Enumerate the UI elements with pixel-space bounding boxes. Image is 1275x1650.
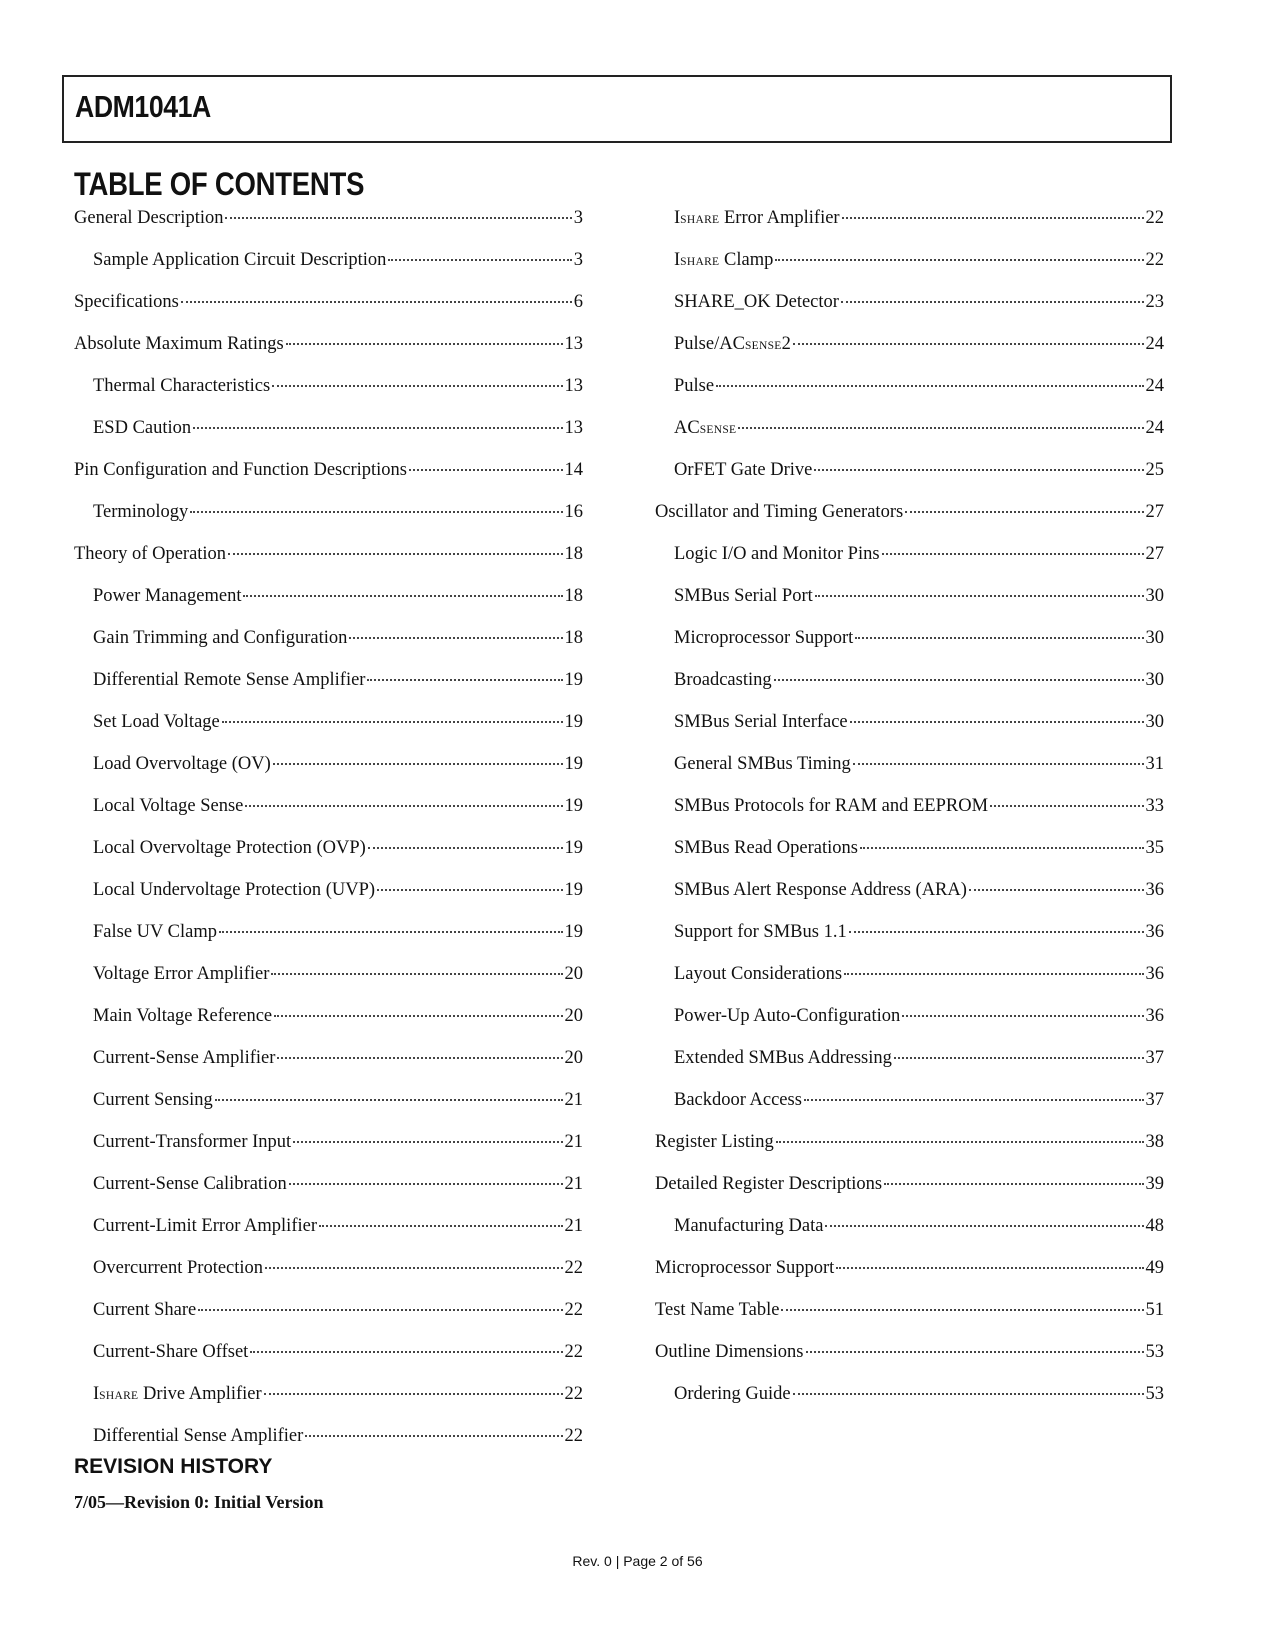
toc-entry-page: 22 bbox=[564, 1384, 583, 1404]
toc-right-column bbox=[655, 208, 1164, 1426]
toc-entry-title: Current-Transformer Input bbox=[93, 1132, 292, 1152]
toc-entry-page: 13 bbox=[564, 376, 583, 396]
toc-entry-title-rest: Drive Amplifier bbox=[138, 1384, 262, 1404]
toc-entry-page: 30 bbox=[1145, 712, 1164, 732]
toc-entry-page: 21 bbox=[564, 1216, 583, 1236]
toc-dot-leader bbox=[716, 385, 1143, 387]
toc-dot-leader bbox=[319, 1225, 563, 1227]
toc-dot-leader bbox=[286, 343, 563, 345]
toc-entry[interactable] bbox=[655, 418, 1164, 460]
toc-entry[interactable] bbox=[74, 1174, 583, 1216]
toc-entry-page: 3 bbox=[573, 250, 583, 270]
toc-entry-page: 19 bbox=[564, 712, 583, 732]
toc-dot-leader bbox=[853, 763, 1144, 765]
toc-entry-title bbox=[93, 1384, 262, 1405]
toc-entry[interactable] bbox=[655, 1216, 1164, 1258]
toc-entry-page: 31 bbox=[1145, 754, 1164, 774]
toc-entry-page: 22 bbox=[564, 1342, 583, 1362]
toc-dot-leader bbox=[243, 595, 562, 597]
toc-entry-title: ESD Caution bbox=[93, 418, 192, 438]
toc-dot-leader bbox=[775, 259, 1143, 261]
toc-entry-page: 35 bbox=[1145, 838, 1164, 858]
header-box bbox=[62, 75, 1172, 143]
toc-entry-page: 22 bbox=[564, 1426, 583, 1446]
toc-entry[interactable] bbox=[655, 292, 1164, 334]
toc-entry[interactable] bbox=[655, 544, 1164, 586]
toc-entry-page: 27 bbox=[1145, 502, 1164, 522]
document-title: ADM1041A bbox=[75, 89, 211, 124]
toc-entry-page: 19 bbox=[564, 754, 583, 774]
toc-entry[interactable] bbox=[655, 964, 1164, 1006]
toc-entry[interactable] bbox=[74, 250, 583, 292]
toc-entry-page: 37 bbox=[1145, 1090, 1164, 1110]
toc-entry-title: Absolute Maximum Ratings bbox=[74, 334, 284, 354]
toc-entry-title: General Description bbox=[74, 208, 224, 228]
toc-entry-page: 20 bbox=[564, 1048, 583, 1068]
toc-entry-title: Support for SMBus 1.1 bbox=[674, 922, 847, 942]
toc-entry-page: 21 bbox=[564, 1090, 583, 1110]
toc-entry[interactable] bbox=[74, 922, 583, 964]
toc-entry-page: 3 bbox=[573, 208, 583, 228]
toc-dot-leader bbox=[377, 889, 562, 891]
toc-entry-title: Current-Share Offset bbox=[93, 1342, 249, 1362]
toc-entry-title-main: I bbox=[674, 250, 681, 270]
toc-entry-title: Microprocessor Support bbox=[655, 1258, 835, 1278]
toc-dot-leader bbox=[277, 1057, 562, 1059]
toc-heading: TABLE OF CONTENTS bbox=[74, 166, 365, 202]
toc-entry-page: 19 bbox=[564, 922, 583, 942]
toc-dot-leader bbox=[305, 1435, 562, 1437]
toc-entry[interactable] bbox=[74, 712, 583, 754]
toc-dot-leader bbox=[368, 847, 563, 849]
toc-entry[interactable] bbox=[74, 1216, 583, 1258]
toc-entry-page: 24 bbox=[1145, 376, 1164, 396]
toc-entry-title: Oscillator and Timing Generators bbox=[655, 502, 904, 522]
toc-entry-title: Extended SMBus Addressing bbox=[674, 1048, 892, 1068]
toc-entry-title: Overcurrent Protection bbox=[93, 1258, 264, 1278]
toc-dot-leader bbox=[990, 805, 1143, 807]
toc-dot-leader bbox=[825, 1225, 1143, 1227]
toc-entry[interactable] bbox=[74, 628, 583, 670]
toc-entry-title bbox=[674, 250, 773, 271]
toc-entry[interactable] bbox=[74, 586, 583, 628]
toc-entry-title: Terminology bbox=[93, 502, 189, 522]
toc-dot-leader bbox=[814, 469, 1143, 471]
toc-entry[interactable] bbox=[74, 964, 583, 1006]
toc-entry-title: SHARE_OK Detector bbox=[674, 292, 839, 312]
toc-entry-title: SMBus Read Operations bbox=[674, 838, 858, 858]
toc-entry-page: 24 bbox=[1145, 334, 1164, 354]
toc-entry-page: 6 bbox=[573, 292, 583, 312]
toc-dot-leader bbox=[222, 721, 563, 723]
toc-entry[interactable] bbox=[74, 670, 583, 712]
toc-entry-title: Set Load Voltage bbox=[93, 712, 220, 732]
toc-entry-page: 13 bbox=[564, 334, 583, 354]
toc-entry-page: 38 bbox=[1145, 1132, 1164, 1152]
toc-entry-title: SMBus Serial Port bbox=[674, 586, 813, 606]
toc-entry-title: Theory of Operation bbox=[74, 544, 227, 564]
toc-dot-leader bbox=[190, 511, 562, 513]
toc-dot-leader bbox=[273, 763, 563, 765]
toc-entry-title-main: AC bbox=[674, 418, 700, 438]
toc-entry-title: OrFET Gate Drive bbox=[674, 460, 813, 480]
toc-entry-title: Current Sensing bbox=[93, 1090, 213, 1110]
toc-entry[interactable] bbox=[655, 334, 1164, 376]
toc-entry-title: Local Overvoltage Protection (OVP) bbox=[93, 838, 366, 858]
toc-entry[interactable] bbox=[74, 796, 583, 838]
toc-entry[interactable] bbox=[655, 880, 1164, 922]
toc-dot-leader bbox=[882, 553, 1144, 555]
toc-entry[interactable] bbox=[655, 754, 1164, 796]
toc-dot-leader bbox=[815, 595, 1144, 597]
toc-entry[interactable] bbox=[74, 544, 583, 586]
toc-entry-title: Local Voltage Sense bbox=[93, 796, 244, 816]
toc-entry-title: General SMBus Timing bbox=[674, 754, 851, 774]
toc-entry[interactable] bbox=[655, 838, 1164, 880]
revision-history-heading: REVISION HISTORY bbox=[74, 1455, 273, 1478]
toc-entry-title-subscript: SENSE bbox=[699, 424, 737, 436]
toc-entry-title: Register Listing bbox=[655, 1132, 774, 1152]
toc-dot-leader bbox=[774, 679, 1144, 681]
toc-entry-title: Current Share bbox=[93, 1300, 197, 1320]
toc-entry[interactable] bbox=[655, 670, 1164, 712]
toc-entry-page: 53 bbox=[1145, 1342, 1164, 1362]
toc-entry-title: Power Management bbox=[93, 586, 242, 606]
page-footer: Rev. 0 | Page 2 of 56 bbox=[572, 1553, 703, 1569]
toc-dot-leader bbox=[781, 1309, 1143, 1311]
toc-dot-leader bbox=[193, 427, 562, 429]
toc-entry-page: 39 bbox=[1145, 1174, 1164, 1194]
revision-entry: 7/05—Revision 0: Initial Version bbox=[74, 1492, 324, 1512]
toc-entry[interactable] bbox=[655, 712, 1164, 754]
toc-entry-title: Broadcasting bbox=[674, 670, 772, 690]
toc-entry-page: 13 bbox=[564, 418, 583, 438]
toc-entry-page: 27 bbox=[1145, 544, 1164, 564]
toc-entry-title bbox=[674, 334, 791, 355]
toc-entry-title: Voltage Error Amplifier bbox=[93, 964, 270, 984]
toc-entry[interactable] bbox=[655, 250, 1164, 292]
toc-entry[interactable] bbox=[74, 1300, 583, 1342]
toc-dot-leader bbox=[289, 1183, 563, 1185]
toc-entry-title: Thermal Characteristics bbox=[93, 376, 271, 396]
toc-entry[interactable] bbox=[655, 1258, 1164, 1300]
toc-entry[interactable] bbox=[655, 460, 1164, 502]
toc-entry-page: 30 bbox=[1145, 670, 1164, 690]
toc-dot-leader bbox=[902, 1015, 1143, 1017]
toc-entry[interactable] bbox=[655, 1342, 1164, 1384]
toc-entry-page: 21 bbox=[564, 1174, 583, 1194]
toc-entry-page: 14 bbox=[564, 460, 583, 480]
toc-entry-title-main: I bbox=[674, 208, 681, 228]
toc-entry-title: Manufacturing Data bbox=[674, 1216, 824, 1236]
toc-entry-page: 22 bbox=[1145, 250, 1164, 270]
toc-dot-leader bbox=[228, 553, 562, 555]
toc-dot-leader bbox=[905, 511, 1143, 513]
toc-dot-leader bbox=[215, 1099, 563, 1101]
toc-entry[interactable] bbox=[655, 922, 1164, 964]
toc-entry-title: SMBus Serial Interface bbox=[674, 712, 848, 732]
toc-entry[interactable] bbox=[655, 628, 1164, 670]
toc-entry-title: Outline Dimensions bbox=[655, 1342, 804, 1362]
toc-entry-page: 37 bbox=[1145, 1048, 1164, 1068]
toc-entry-page: 36 bbox=[1145, 964, 1164, 984]
toc-entry-page: 18 bbox=[564, 628, 583, 648]
toc-entry[interactable] bbox=[74, 1090, 583, 1132]
toc-entry-title: Logic I/O and Monitor Pins bbox=[674, 544, 880, 564]
toc-dot-leader bbox=[264, 1393, 563, 1395]
toc-entry[interactable] bbox=[655, 208, 1164, 250]
toc-entry-title: SMBus Alert Response Address (ARA) bbox=[674, 880, 967, 900]
toc-entry-title: Detailed Register Descriptions bbox=[655, 1174, 883, 1194]
toc-dot-leader bbox=[272, 385, 562, 387]
toc-entry-page: 22 bbox=[564, 1300, 583, 1320]
toc-dot-leader bbox=[844, 973, 1143, 975]
toc-dot-leader bbox=[804, 1099, 1144, 1101]
toc-entry[interactable] bbox=[74, 208, 583, 250]
toc-entry-title: Layout Considerations bbox=[674, 964, 843, 984]
toc-entry-title bbox=[674, 208, 840, 229]
toc-entry-page: 18 bbox=[564, 544, 583, 564]
toc-dot-leader bbox=[388, 259, 571, 261]
toc-entry-page: 16 bbox=[564, 502, 583, 522]
toc-entry-title: Differential Remote Sense Amplifier bbox=[93, 670, 366, 690]
toc-entry[interactable] bbox=[655, 796, 1164, 838]
toc-entry-page: 18 bbox=[564, 586, 583, 606]
toc-entry-title: Backdoor Access bbox=[674, 1090, 802, 1110]
toc-dot-leader bbox=[841, 301, 1144, 303]
toc-dot-leader bbox=[274, 1015, 562, 1017]
toc-dot-leader bbox=[367, 679, 562, 681]
toc-dot-leader bbox=[793, 343, 1144, 345]
toc-left-column bbox=[74, 208, 583, 1468]
toc-entry-title: Specifications bbox=[74, 292, 179, 312]
toc-entry-page: 33 bbox=[1145, 796, 1164, 816]
toc-entry-page: 21 bbox=[564, 1132, 583, 1152]
toc-entry[interactable] bbox=[74, 754, 583, 796]
toc-entry[interactable] bbox=[74, 880, 583, 922]
toc-entry-title-main: I bbox=[93, 1384, 100, 1404]
toc-entry-page: 36 bbox=[1145, 1006, 1164, 1026]
toc-dot-leader bbox=[738, 427, 1143, 429]
toc-entry-title-rest: Error Amplifier bbox=[719, 208, 840, 228]
toc-entry-title: Microprocessor Support bbox=[674, 628, 854, 648]
toc-dot-leader bbox=[293, 1141, 562, 1143]
toc-entry[interactable] bbox=[655, 1048, 1164, 1090]
toc-entry-page: 22 bbox=[1145, 208, 1164, 228]
toc-dot-leader bbox=[860, 847, 1144, 849]
toc-entry[interactable] bbox=[655, 1384, 1164, 1426]
toc-entry-title: Main Voltage Reference bbox=[93, 1006, 273, 1026]
toc-entry[interactable] bbox=[74, 1258, 583, 1300]
toc-dot-leader bbox=[776, 1141, 1144, 1143]
toc-entry-title: Load Overvoltage (OV) bbox=[93, 754, 271, 774]
toc-entry[interactable] bbox=[655, 1006, 1164, 1048]
toc-dot-leader bbox=[245, 805, 562, 807]
toc-entry-title-subscript: SHARE bbox=[680, 214, 720, 226]
toc-dot-leader bbox=[850, 721, 1144, 723]
toc-entry[interactable] bbox=[655, 502, 1164, 544]
toc-dot-leader bbox=[349, 637, 562, 639]
toc-entry-title: Pulse bbox=[674, 376, 715, 396]
toc-entry-title-main: Pulse/AC bbox=[674, 334, 745, 354]
toc-entry[interactable] bbox=[74, 502, 583, 544]
toc-entry-page: 48 bbox=[1145, 1216, 1164, 1236]
toc-entry-page: 19 bbox=[564, 838, 583, 858]
toc-dot-leader bbox=[836, 1267, 1143, 1269]
toc-entry-page: 24 bbox=[1145, 418, 1164, 438]
toc-entry[interactable] bbox=[74, 334, 583, 376]
toc-entry[interactable] bbox=[74, 418, 583, 460]
toc-dot-leader bbox=[198, 1309, 562, 1311]
toc-dot-leader bbox=[250, 1351, 562, 1353]
toc-entry[interactable] bbox=[655, 1090, 1164, 1132]
toc-entry-title: Ordering Guide bbox=[674, 1384, 791, 1404]
toc-entry-title-subscript: SHARE bbox=[99, 1390, 139, 1402]
toc-entry-title: Current-Sense Calibration bbox=[93, 1174, 287, 1194]
toc-entry[interactable] bbox=[655, 1300, 1164, 1342]
toc-entry-page: 22 bbox=[564, 1258, 583, 1278]
toc-dot-leader bbox=[271, 973, 562, 975]
toc-entry[interactable] bbox=[655, 376, 1164, 418]
toc-entry-title-subscript: SENSE bbox=[744, 340, 782, 352]
toc-entry-page: 49 bbox=[1145, 1258, 1164, 1278]
toc-entry-page: 20 bbox=[564, 1006, 583, 1026]
toc-dot-leader bbox=[806, 1351, 1144, 1353]
toc-entry-title: Local Undervoltage Protection (UVP) bbox=[93, 880, 376, 900]
toc-entry-title: False UV Clamp bbox=[93, 922, 218, 942]
toc-entry-title: Sample Application Circuit Description bbox=[93, 250, 387, 270]
toc-dot-leader bbox=[225, 217, 571, 219]
toc-entry[interactable] bbox=[74, 292, 583, 334]
toc-entry-page: 25 bbox=[1145, 460, 1164, 480]
toc-entry-page: 19 bbox=[564, 670, 583, 690]
toc-entry[interactable] bbox=[655, 1132, 1164, 1174]
toc-entry-title: Gain Trimming and Configuration bbox=[93, 628, 348, 648]
toc-entry[interactable] bbox=[74, 460, 583, 502]
toc-entry[interactable] bbox=[655, 1174, 1164, 1216]
toc-entry-title-rest: 2 bbox=[781, 334, 791, 354]
toc-entry-title: Pin Configuration and Function Descriptions bbox=[74, 460, 407, 480]
toc-entry-page: 36 bbox=[1145, 922, 1164, 942]
toc-entry-title: SMBus Protocols for RAM and EEPROM bbox=[674, 796, 989, 816]
toc-entry-page: 19 bbox=[564, 796, 583, 816]
toc-entry-title: Power-Up Auto-Configuration bbox=[674, 1006, 901, 1026]
toc-entry-page: 30 bbox=[1145, 586, 1164, 606]
toc-entry-page: 23 bbox=[1145, 292, 1164, 312]
toc-dot-leader bbox=[793, 1393, 1144, 1395]
toc-dot-leader bbox=[219, 931, 562, 933]
toc-entry-title-rest: Clamp bbox=[719, 250, 774, 270]
toc-entry-page: 53 bbox=[1145, 1384, 1164, 1404]
toc-entry[interactable] bbox=[74, 1006, 583, 1048]
toc-entry[interactable] bbox=[74, 376, 583, 418]
toc-dot-leader bbox=[969, 889, 1144, 891]
toc-entry[interactable] bbox=[74, 1384, 583, 1426]
toc-dot-leader bbox=[265, 1267, 562, 1269]
toc-entry[interactable] bbox=[655, 586, 1164, 628]
toc-entry-title: Current-Limit Error Amplifier bbox=[93, 1216, 317, 1236]
toc-dot-leader bbox=[855, 637, 1143, 639]
toc-entry-title: Differential Sense Amplifier bbox=[93, 1426, 304, 1446]
toc-entry[interactable] bbox=[74, 1342, 583, 1384]
toc-entry-page: 51 bbox=[1145, 1300, 1164, 1320]
toc-entry[interactable] bbox=[74, 1132, 583, 1174]
toc-dot-leader bbox=[842, 217, 1144, 219]
toc-entry[interactable] bbox=[74, 838, 583, 880]
toc-entry-title bbox=[674, 418, 736, 439]
toc-entry-title-subscript: SHARE bbox=[680, 256, 720, 268]
toc-entry[interactable] bbox=[74, 1048, 583, 1090]
toc-dot-leader bbox=[409, 469, 563, 471]
toc-dot-leader bbox=[894, 1057, 1144, 1059]
toc-entry-page: 36 bbox=[1145, 880, 1164, 900]
toc-entry-title: Test Name Table bbox=[655, 1300, 780, 1320]
toc-entry-title: Current-Sense Amplifier bbox=[93, 1048, 276, 1068]
toc-dot-leader bbox=[181, 301, 572, 303]
toc-entry-page: 30 bbox=[1145, 628, 1164, 648]
toc-entry-page: 20 bbox=[564, 964, 583, 984]
toc-dot-leader bbox=[884, 1183, 1143, 1185]
toc-dot-leader bbox=[849, 931, 1144, 933]
toc-entry-page: 19 bbox=[564, 880, 583, 900]
